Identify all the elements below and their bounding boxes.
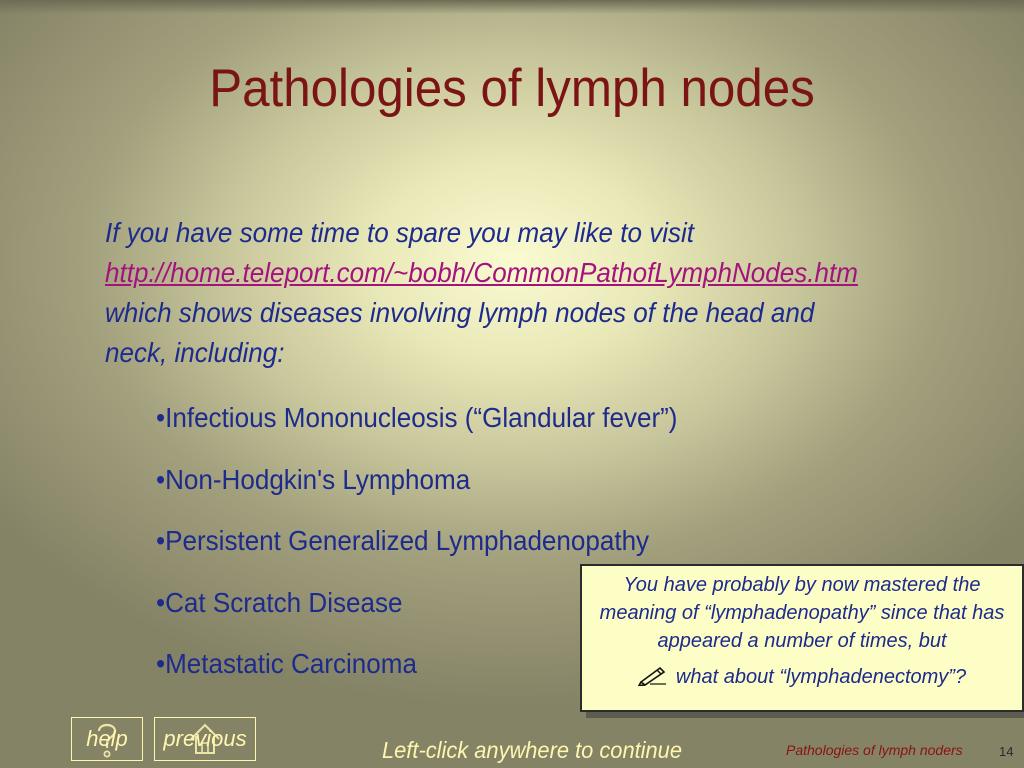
intro-line2: which shows diseases involving lymph nodes of the head and neck, including: <box>105 297 815 368</box>
continue-prompt[interactable]: Left-click anywhere to continue <box>382 737 682 763</box>
external-link[interactable]: http://home.teleport.com/~bobh/CommonPathofLymphNodes.htm <box>105 257 858 288</box>
callout-question <box>590 663 1014 691</box>
callout-question-text: what about “lymphadenectomy”? <box>675 666 967 688</box>
slide-title: Pathologies of lymph nodes <box>209 59 815 118</box>
page-number: 14 <box>999 744 1014 759</box>
help-button[interactable] <box>71 717 143 761</box>
list-item: •Persistent Generalized Lymphadenopathy <box>156 525 650 556</box>
slide-top-edge <box>0 0 1024 14</box>
footer-title: Pathologies of lymph noders <box>786 742 963 758</box>
help-label: help <box>86 726 128 751</box>
list-item: •Non-Hodgkin's Lymphoma <box>156 463 471 495</box>
pencil-icon <box>638 664 668 686</box>
list-item: •Infectious Mononucleosis (“Glandular fever”) <box>156 402 678 433</box>
callout-box <box>580 564 1024 712</box>
previous-label: previous <box>163 726 247 751</box>
callout-text: You have probably by now mastered the meaning of “lymphadenopathy” since that has appeared a number of times, but <box>599 574 1005 652</box>
previous-button[interactable] <box>154 717 256 761</box>
intro-paragraph <box>105 213 877 373</box>
intro-line1: If you have some time to spare you may like to visit <box>105 217 695 248</box>
list-item: •Metastatic Carcinoma <box>156 648 417 679</box>
list-item: •Cat Scratch Disease <box>156 586 403 618</box>
